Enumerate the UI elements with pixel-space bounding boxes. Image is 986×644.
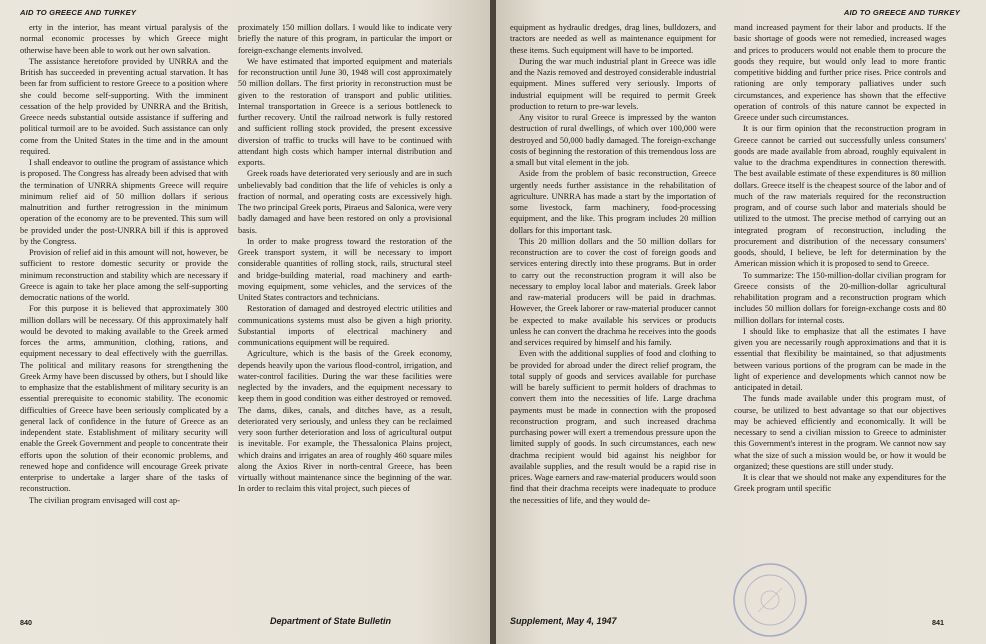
- paragraph: Agriculture, which is the basis of the Greek economy, depends heavily upon the various flood-control, irrigation, and water-control facilities. During the war these facilities were neglected by the invaders, and the equipment necessary to keep them in good condition was either destroyed or removed. The dams, dikes, canals, and ditches have, as a result, deteriorated very seriously, and unless they can be reclaimed very soon further deterioration and loss of agricultural output is inevitable. For example, the Thessalonica Plains project, which drains and irrigates an area of roughly 460 square miles along the Axios River in north-central Greece, has been virtually without maintenance since the beginning of the war. In order to reclaim this vital project, such pieces of: [238, 348, 452, 494]
- running-head-right: AID TO GREECE AND TURKEY: [843, 8, 960, 17]
- page-number-right: 841: [932, 618, 944, 627]
- paragraph: I should like to emphasize that all the estimates I have given you are necessarily rough approximations and that it is essential that flexibility be maintained, so that adjustments between various portions of the program can be made in the light of experience and developments which cannot now be anticipated in detail.: [734, 325, 946, 392]
- paragraph: For this purpose it is believed that approximately 300 million dollars will be necessary. Of this approximately half would be devoted to making available to the Greek armed forces the arms, ammunition, clothing, rations, and equipment necessary to deal effectively with the guerrillas. The political and military reasons for strengthening the Greek Army have been discussed by others, but I should like to emphasize that the establishment of military security is an essential prerequisite to economic stability. The economic difficulties of Greece have been seriously complicated by a general lack of confidence in the future of Greece as an independent state. Establishment of military security will enable the Greek Government and people to concentrate their efforts upon the solution of their economic problems, and renewed hope and confidence will encourage Greek private enterprise to undertake a larger share of the tasks of reconstruction.: [20, 303, 228, 494]
- paragraph: It is clear that we should not make any expenditures for the Greek program until specific: [734, 472, 946, 494]
- paragraph: The assistance heretofore provided by UNRRA and the British has succeeded in preventing actual starvation. It has been far from sufficient to restore Greece to a position where she could become self-supporting. With the imminent cessation of the help provided by UNRRA and the British, Greece needs substantial outside assistance if suffering and political turmoil are to be avoided. Such assistance can only come from the United States in the time and in the amount required.: [20, 55, 228, 156]
- page-number-left: 840: [20, 618, 32, 627]
- running-head-left: AID TO GREECE AND TURKEY: [20, 8, 137, 17]
- paragraph: equipment as hydraulic dredges, drag lines, bulldozers, and tractors are needed as well as maintenance equipment for these items. Such equipment will have to be imported.: [510, 22, 716, 55]
- paragraph: Greek roads have deteriorated very seriously and are in such unbelievably bad condition that the life of vehicles is only a fraction of normal, and operating costs are excessively high. The two principal Greek ports, Piraeus and Salonica, were very badly damaged and have been restored on only a provisional basis.: [238, 168, 452, 235]
- paragraph: Aside from the problem of basic reconstruction, Greece urgently needs further assistance in the rehabilitation of agriculture. UNRRA has made a start by the importation of some livestock, farm machinery, food-processing equipment, and the like. This program includes 20 million dollars for this important task.: [510, 168, 716, 235]
- publication-title-left: Department of State Bulletin: [270, 616, 392, 626]
- right-column-2: [734, 22, 946, 610]
- paragraph: I shall endeavor to outline the program of assistance which is proposed. The Congress has already been advised that with the termination of UNRRA shipments Greece will require minimum relief aid of 50 million dollars if serious malnutrition and further retrogression in the minimum operation of the economy are to be prevented. This sum will be provided under the post-UNRRA bill if this is approved by the Congress.: [20, 157, 228, 246]
- paragraph: proximately 150 million dollars. I would like to indicate very briefly the nature of this program, in particular the import or foreign-exchange elements involved.: [238, 22, 452, 55]
- paragraph: To summarize: The 150-million-dollar civilian program for Greece consists of the 20-million-dollar agricultural rehabilitation program and a reconstruction program which includes 50 million dollars for foreign-exchange costs and 80 million dollars for internal costs.: [734, 269, 946, 325]
- paragraph: Provision of relief aid in this amount will not, however, be sufficient to restore domestic security or provide the minimum reconstruction and stability which are necessary if Greece is again to take her place among the self-supporting democratic nations of the world.: [20, 247, 228, 302]
- paragraph: Any visitor to rural Greece is impressed by the wanton destruction of rural dwellings, of which over 100,000 were destroyed and 50,000 badly damaged. The foreign-exchange costs of beginning the restoration of this tremendous loss are a small but vital element in the job.: [510, 112, 716, 167]
- paragraph: erty in the interior, has meant virtual paralysis of the normal economic processes by which Greece might otherwise have been able to work out her own salvation.: [20, 22, 228, 55]
- paragraph: mand increased payment for their labor and products. If the basic shortage of goods were not remedied, increased wages and prices to producers would not enable them to procure the goods they require, but would only lead to more frantic competitive bidding and further price rises. Price controls and rationing are only temporary palliatives under such circumstances, and experience has shown that the effective operation of controls of this nature cannot be expected in Greece under such circumstances.: [734, 22, 946, 122]
- left-column-1: [20, 22, 228, 610]
- right-page: [496, 0, 986, 644]
- publication-title-right: Supplement, May 4, 1947: [510, 616, 617, 626]
- left-column-2: [238, 22, 452, 610]
- paragraph: It is our firm opinion that the reconstruction program in Greece cannot be carried out successfully unless consumers' goods are made available from abroad, roughly equivalent in value to the drachma expenditures in connection therewith. The best available estimate of these expenditures is 80 million dollars. Greece itself is the cheapest source of the labor and of much of the raw materials required for the reconstruction program, and of course such labor and materials should be utilized to the utmost. The precise method of carrying out an integrated program of reconstruction, including the procurement and distribution of the necessary consumers' goods, should, I believe, be left for determination by the American mission which it is proposed to send to Greece.: [734, 123, 946, 269]
- left-page: [0, 0, 490, 644]
- paragraph: The funds made available under this program must, of course, be utilized to best advantage so that our objectives may be achieved efficiently and economically. It will be necessary to send a civilian mission to Greece to administer this Government's interest in the program. We cannot now say what the size of such a mission would be, or how it would be organized; these questions are still under study.: [734, 393, 946, 471]
- paragraph: Restoration of damaged and destroyed electric utilities and communications systems must also be given a high priority. Substantial imports of electrical machinery and communications equipment will be required.: [238, 303, 452, 347]
- right-column-1: [510, 22, 716, 610]
- paragraph: The civilian program envisaged will cost ap-: [29, 494, 180, 505]
- library-stamp-icon: [730, 560, 810, 640]
- paragraph: During the war much industrial plant in Greece was idle and the Nazis removed and destroyed considerable industrial equipment. Mines suffered very seriously. Imports of industrial equipment will be required to permit Greek production to return to pre-war levels.: [510, 55, 716, 111]
- paragraph: This 20 million dollars and the 50 million dollars for reconstruction are to cover the cost of foreign goods and services entering directly into these programs. But in order to carry out the reconstruction program it will also be necessary to employ local labor and materials. Greek labor and raw-material producers will be paid in drachmas. However, the Greek laborer or raw-material producer cannot be expected to make available his services or products unless he can convert the drachma he receives into the goods and services required by himself and his family.: [510, 235, 716, 347]
- paragraph: Even with the additional supplies of food and clothing to be provided for abroad under the direct relief program, the total supply of goods and services available for purchase will be barely sufficient to permit holders of drachmas to convert them into the necessities of life. Large drachma payments must be made in connection with the proposed reconstruction program, and such increased drachma purchasing power will exert a tremendous pressure upon the limited supply of goods. In such circumstances, each new drachma recipient would bid against his neighbor for available supplies, and the result would be a rapid rise in prices. Wage earners and raw-material producers would soon find that their drachma receipts were inadequate to produce the necessities of life, and they would de-: [510, 348, 716, 505]
- paragraph: In order to make progress toward the restoration of the Greek transport system, it will be necessary to import considerable quantities of rolling stock, rails, structural steel and bridge-building material, road machinery and earth-moving equipment, some vehicles, and the services of the United States contractors and technicians.: [238, 235, 452, 302]
- paragraph: We have estimated that imported equipment and materials for reconstruction until June 30, 1948 will cost approximately 50 million dollars. The first priority in reconstruction must be given to the restoration of transport and public utilities. Internal transportation in Greece is a serious bottleneck to further recovery. Until the railroad network is fully restored and sufficient rolling stock provided, the present excessive diversion of traffic to trucks will have to be continued with attendant high costs which hamper internal distribution and exports.: [238, 55, 452, 167]
